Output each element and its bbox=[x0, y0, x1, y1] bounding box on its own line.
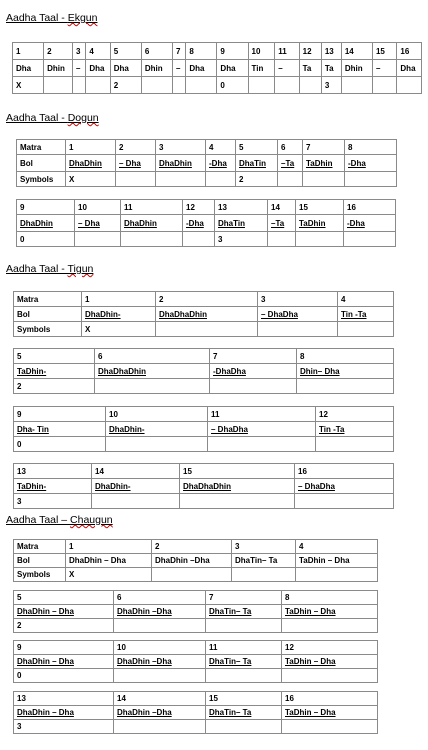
table-cell bbox=[248, 77, 275, 94]
table-cell bbox=[75, 232, 121, 247]
table-cell: Dha bbox=[186, 60, 217, 77]
table-cell bbox=[208, 437, 316, 452]
table-cell bbox=[232, 568, 296, 582]
table-row bbox=[14, 669, 378, 683]
table-row bbox=[17, 215, 396, 232]
table-cell: DhaTin bbox=[215, 215, 268, 232]
table-cell bbox=[297, 379, 394, 394]
table-cell: – bbox=[372, 60, 396, 77]
table-cell: 8 bbox=[297, 349, 394, 364]
table-cell: Dha- Tin bbox=[14, 422, 106, 437]
table-cell: 12 bbox=[299, 43, 321, 60]
table-cell bbox=[206, 619, 282, 633]
table-row bbox=[14, 407, 394, 422]
table-cell: Bol bbox=[14, 307, 82, 322]
spellcheck-word: Ekgun bbox=[67, 12, 98, 24]
dogun-table-2 bbox=[16, 199, 396, 247]
table-cell: 6 bbox=[95, 349, 210, 364]
table-cell: 10 bbox=[114, 641, 206, 655]
table-cell: Matra bbox=[17, 140, 66, 155]
table-cell: 1 bbox=[66, 140, 116, 155]
table-cell: Matra bbox=[14, 292, 82, 307]
table-cell: 16 bbox=[344, 200, 396, 215]
table-row bbox=[14, 692, 378, 706]
table-cell: 12 bbox=[316, 407, 394, 422]
table-cell: – DhaDha bbox=[258, 307, 338, 322]
table-cell: 12 bbox=[282, 641, 378, 655]
table-cell: -Dha bbox=[183, 215, 215, 232]
tigun-table-4 bbox=[13, 463, 394, 509]
table-cell bbox=[275, 77, 299, 94]
table-cell: Tin -Ta bbox=[316, 422, 394, 437]
table-cell bbox=[121, 232, 183, 247]
table-cell: 11 bbox=[208, 407, 316, 422]
table-cell: 5 bbox=[236, 140, 278, 155]
table-cell: 11 bbox=[275, 43, 299, 60]
table-row bbox=[14, 619, 378, 633]
table-cell: DhaDhin bbox=[121, 215, 183, 232]
table-cell: 2 bbox=[116, 140, 156, 155]
heading-tigun bbox=[6, 263, 93, 275]
table-cell: 12 bbox=[183, 200, 215, 215]
heading-text: Aadha Taal – Chaugun bbox=[6, 514, 113, 526]
table-cell bbox=[114, 669, 206, 683]
table-cell: Dhin bbox=[44, 60, 73, 77]
table-cell: Dha bbox=[86, 60, 110, 77]
table-cell bbox=[172, 77, 185, 94]
table-cell: 3 bbox=[215, 232, 268, 247]
table-cell: 16 bbox=[397, 43, 422, 60]
table-row bbox=[13, 43, 422, 60]
table-cell: 2 bbox=[236, 172, 278, 187]
table-cell bbox=[282, 619, 378, 633]
table-cell: 2 bbox=[156, 292, 258, 307]
table-cell: DhaDhin –Dha bbox=[114, 706, 206, 720]
table-cell: DhaDhin – Dha bbox=[14, 605, 114, 619]
table-cell: TaDhin- bbox=[14, 364, 95, 379]
table-cell: 9 bbox=[14, 407, 106, 422]
table-cell: 16 bbox=[295, 464, 394, 479]
table-row bbox=[17, 155, 397, 172]
table-cell bbox=[338, 322, 394, 337]
table-cell: Symbols bbox=[14, 322, 82, 337]
table-cell: TaDhin bbox=[296, 215, 344, 232]
table-cell: 15 bbox=[296, 200, 344, 215]
table-cell bbox=[372, 77, 396, 94]
table-cell: 2 bbox=[152, 540, 232, 554]
table-cell: – bbox=[73, 60, 86, 77]
table-cell: TaDhin – Dha bbox=[296, 554, 378, 568]
table-cell: 14 bbox=[268, 200, 296, 215]
table-cell: X bbox=[66, 172, 116, 187]
table-cell: TaDhin – Dha bbox=[282, 605, 378, 619]
table-cell: 2 bbox=[110, 77, 141, 94]
table-cell bbox=[114, 619, 206, 633]
table-cell bbox=[156, 322, 258, 337]
table-cell: DhaDhin – Dha bbox=[14, 706, 114, 720]
table-cell: 3 bbox=[258, 292, 338, 307]
table-cell: 5 bbox=[110, 43, 141, 60]
table-cell: – bbox=[172, 60, 185, 77]
table-cell bbox=[206, 669, 282, 683]
table-row bbox=[14, 422, 394, 437]
table-cell: X bbox=[66, 568, 152, 582]
table-cell: Dha bbox=[13, 60, 44, 77]
table-cell: 10 bbox=[75, 200, 121, 215]
table-cell: Matra bbox=[14, 540, 66, 554]
table-cell: 7 bbox=[206, 591, 282, 605]
dogun-table-1 bbox=[16, 139, 397, 187]
table-cell: 15 bbox=[180, 464, 295, 479]
table-row bbox=[14, 706, 378, 720]
table-cell bbox=[156, 172, 206, 187]
table-cell: 5 bbox=[14, 591, 114, 605]
table-cell: 0 bbox=[17, 232, 75, 247]
table-row bbox=[14, 479, 394, 494]
table-cell bbox=[282, 720, 378, 734]
table-cell bbox=[92, 494, 180, 509]
table-row bbox=[14, 349, 394, 364]
chaugun-table-4 bbox=[13, 691, 378, 734]
table-cell: 4 bbox=[338, 292, 394, 307]
table-cell: DhaDhin bbox=[66, 155, 116, 172]
table-cell: DhaDhin- bbox=[82, 307, 156, 322]
table-cell: 3 bbox=[14, 494, 92, 509]
table-cell bbox=[299, 77, 321, 94]
table-row bbox=[14, 379, 394, 394]
table-row bbox=[14, 655, 378, 669]
table-cell: 8 bbox=[186, 43, 217, 60]
table-row bbox=[14, 605, 378, 619]
table-cell: 14 bbox=[341, 43, 372, 60]
table-cell: DhaTin– Ta bbox=[206, 706, 282, 720]
table-cell: 13 bbox=[321, 43, 341, 60]
table-cell: 1 bbox=[13, 43, 44, 60]
table-cell: 5 bbox=[14, 349, 95, 364]
table-cell: DhaDhin –Dha bbox=[114, 605, 206, 619]
table-cell: 3 bbox=[232, 540, 296, 554]
table-cell bbox=[186, 77, 217, 94]
table-row bbox=[14, 591, 378, 605]
tigun-table-3 bbox=[13, 406, 394, 452]
table-cell bbox=[345, 172, 397, 187]
table-cell: X bbox=[13, 77, 44, 94]
table-cell: TaDhin – Dha bbox=[282, 706, 378, 720]
table-cell: 3 bbox=[321, 77, 341, 94]
table-cell: Bol bbox=[14, 554, 66, 568]
table-cell: 7 bbox=[172, 43, 185, 60]
heading-text: Aadha Taal - Dogun bbox=[6, 112, 99, 124]
ekgun-table bbox=[12, 42, 422, 94]
table-row bbox=[17, 232, 396, 247]
table-cell: DhaTin– Ta bbox=[206, 655, 282, 669]
table-cell: TaDhin- bbox=[14, 479, 92, 494]
table-row bbox=[17, 140, 397, 155]
table-cell: 2 bbox=[14, 379, 95, 394]
table-cell: DhaDhin – Dha bbox=[66, 554, 152, 568]
table-cell: 11 bbox=[206, 641, 282, 655]
table-cell bbox=[268, 232, 296, 247]
table-cell: Tin -Ta bbox=[338, 307, 394, 322]
table-cell: 13 bbox=[14, 464, 92, 479]
table-cell bbox=[210, 379, 297, 394]
table-cell: DhaDhin bbox=[17, 215, 75, 232]
table-cell: Ta bbox=[321, 60, 341, 77]
chaugun-table-2 bbox=[13, 590, 378, 633]
table-row bbox=[17, 172, 397, 187]
table-cell: 9 bbox=[14, 641, 114, 655]
table-row bbox=[14, 641, 378, 655]
table-cell: 8 bbox=[282, 591, 378, 605]
table-cell: Symbols bbox=[17, 172, 66, 187]
table-row bbox=[14, 364, 394, 379]
table-cell: DhaDhin bbox=[156, 155, 206, 172]
table-cell: – bbox=[275, 60, 299, 77]
table-cell: 3 bbox=[14, 720, 114, 734]
table-cell: TaDhin – Dha bbox=[282, 655, 378, 669]
table-cell bbox=[73, 77, 86, 94]
table-cell: –Ta bbox=[268, 215, 296, 232]
table-cell bbox=[141, 77, 172, 94]
table-row bbox=[14, 540, 378, 554]
tigun-table-2 bbox=[13, 348, 394, 394]
table-cell: – Dha bbox=[116, 155, 156, 172]
table-cell bbox=[296, 568, 378, 582]
table-cell: Dha bbox=[397, 60, 422, 77]
table-cell: DhaDhin- bbox=[92, 479, 180, 494]
table-cell: 7 bbox=[210, 349, 297, 364]
table-cell bbox=[106, 437, 208, 452]
table-row bbox=[13, 60, 422, 77]
table-cell: -Dha bbox=[344, 215, 396, 232]
table-cell: Bol bbox=[17, 155, 66, 172]
table-cell: DhaDhin – Dha bbox=[14, 655, 114, 669]
spellcheck-word: Chaugun bbox=[70, 514, 113, 526]
table-cell: Dhin bbox=[141, 60, 172, 77]
heading-text: Aadha Taal - Tigun bbox=[6, 263, 94, 275]
table-cell: DhaDhaDhin bbox=[95, 364, 210, 379]
table-cell: 0 bbox=[217, 77, 248, 94]
table-row bbox=[14, 437, 394, 452]
table-cell bbox=[341, 77, 372, 94]
table-row bbox=[14, 464, 394, 479]
table-row bbox=[14, 720, 378, 734]
table-cell: -Dha bbox=[206, 155, 236, 172]
table-cell: 10 bbox=[106, 407, 208, 422]
table-cell: 15 bbox=[372, 43, 396, 60]
table-row bbox=[17, 200, 396, 215]
table-cell: 0 bbox=[14, 669, 114, 683]
table-cell: Symbols bbox=[14, 568, 66, 582]
table-cell: DhaTin bbox=[236, 155, 278, 172]
table-row bbox=[14, 322, 394, 337]
table-cell bbox=[258, 322, 338, 337]
table-cell bbox=[316, 437, 394, 452]
heading-ekgun bbox=[6, 12, 97, 24]
table-cell: 13 bbox=[14, 692, 114, 706]
table-cell: -Dha bbox=[345, 155, 397, 172]
table-cell: 8 bbox=[345, 140, 397, 155]
table-cell: 0 bbox=[14, 437, 106, 452]
spellcheck-word: Tigun bbox=[67, 263, 94, 275]
table-cell: DhaTin– Ta bbox=[206, 605, 282, 619]
table-cell: 4 bbox=[296, 540, 378, 554]
table-cell: 14 bbox=[92, 464, 180, 479]
table-row bbox=[14, 292, 394, 307]
table-row bbox=[14, 554, 378, 568]
table-cell: DhaDhin- bbox=[106, 422, 208, 437]
table-row bbox=[13, 77, 422, 94]
table-cell: 6 bbox=[141, 43, 172, 60]
table-cell: – DhaDha bbox=[208, 422, 316, 437]
table-cell bbox=[296, 232, 344, 247]
table-cell: DhaDhin –Dha bbox=[152, 554, 232, 568]
table-cell bbox=[295, 494, 394, 509]
heading-dogun bbox=[6, 112, 99, 124]
table-cell: DhaDhaDhin bbox=[156, 307, 258, 322]
table-cell: 14 bbox=[114, 692, 206, 706]
table-cell: 4 bbox=[86, 43, 110, 60]
table-cell bbox=[206, 172, 236, 187]
table-cell: 2 bbox=[44, 43, 73, 60]
table-cell: 13 bbox=[215, 200, 268, 215]
table-cell: 10 bbox=[248, 43, 275, 60]
table-cell: Ta bbox=[299, 60, 321, 77]
table-cell bbox=[95, 379, 210, 394]
heading-text: Aadha Taal - Ekgun bbox=[6, 12, 98, 24]
table-row bbox=[14, 568, 378, 582]
table-cell: 4 bbox=[206, 140, 236, 155]
table-cell: 9 bbox=[217, 43, 248, 60]
table-cell bbox=[152, 568, 232, 582]
table-cell bbox=[282, 669, 378, 683]
table-cell: – Dha bbox=[75, 215, 121, 232]
table-cell: 15 bbox=[206, 692, 282, 706]
table-cell: Dha bbox=[217, 60, 248, 77]
table-cell: DhaDhin –Dha bbox=[114, 655, 206, 669]
chaugun-table-3 bbox=[13, 640, 378, 683]
table-cell: 16 bbox=[282, 692, 378, 706]
table-cell: 1 bbox=[82, 292, 156, 307]
tigun-table-1 bbox=[13, 291, 394, 337]
table-cell: 3 bbox=[156, 140, 206, 155]
table-cell: 9 bbox=[17, 200, 75, 215]
table-cell bbox=[183, 232, 215, 247]
table-cell bbox=[397, 77, 422, 94]
table-cell bbox=[344, 232, 396, 247]
table-cell: X bbox=[82, 322, 156, 337]
table-cell bbox=[180, 494, 295, 509]
table-row bbox=[14, 307, 394, 322]
table-cell: 1 bbox=[66, 540, 152, 554]
heading-chaugun bbox=[6, 514, 113, 526]
table-cell: 11 bbox=[121, 200, 183, 215]
spellcheck-word: Dogun bbox=[67, 112, 99, 124]
table-cell: DhaDhaDhin bbox=[180, 479, 295, 494]
table-cell: 7 bbox=[303, 140, 345, 155]
table-cell: – DhaDha bbox=[295, 479, 394, 494]
table-cell bbox=[116, 172, 156, 187]
table-cell: 2 bbox=[14, 619, 114, 633]
table-cell: DhaTin– Ta bbox=[232, 554, 296, 568]
table-cell: Dhin bbox=[341, 60, 372, 77]
table-cell: Dha bbox=[110, 60, 141, 77]
table-cell bbox=[206, 720, 282, 734]
table-cell: –Ta bbox=[278, 155, 303, 172]
table-cell bbox=[278, 172, 303, 187]
chaugun-table-1 bbox=[13, 539, 378, 582]
table-cell bbox=[303, 172, 345, 187]
table-row bbox=[14, 494, 394, 509]
table-cell: Tin bbox=[248, 60, 275, 77]
table-cell: 3 bbox=[73, 43, 86, 60]
table-cell bbox=[114, 720, 206, 734]
table-cell: TaDhin bbox=[303, 155, 345, 172]
table-cell: 6 bbox=[114, 591, 206, 605]
table-cell: Dhin– Dha bbox=[297, 364, 394, 379]
table-cell bbox=[44, 77, 73, 94]
table-cell: 6 bbox=[278, 140, 303, 155]
table-cell: -DhaDha bbox=[210, 364, 297, 379]
table-cell bbox=[86, 77, 110, 94]
